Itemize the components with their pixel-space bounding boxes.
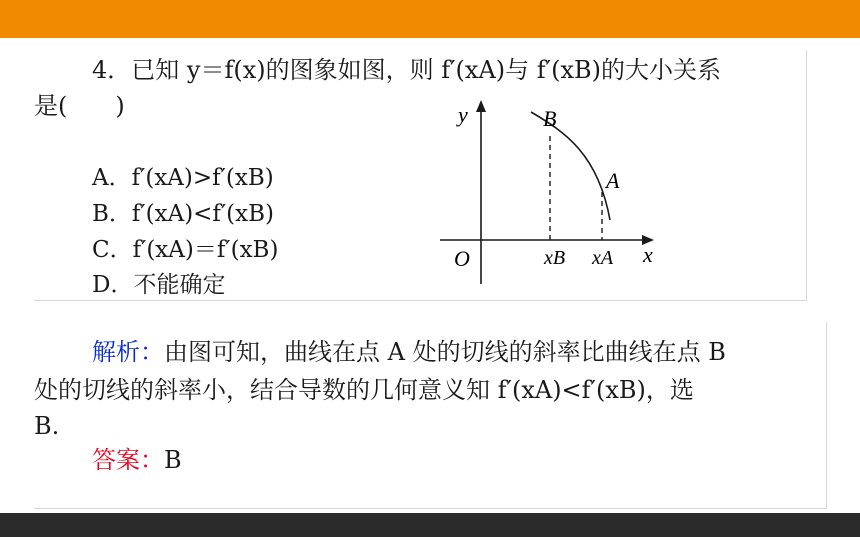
top-banner [0,0,860,38]
answer-value: B [164,446,182,474]
question-panel [34,50,807,301]
point-a-label: A [606,168,620,193]
tick-label-xb: xB [544,247,566,269]
bottom-bar [0,513,860,537]
solution-line-1 [92,336,726,368]
question-text-line-1: 4．已知 y＝f(x)的图象如图，则 f′(xA)与 f′(xB)的大小关系 [92,56,722,84]
point-b-label: B [543,106,557,131]
solution-label: 解析： [92,338,164,366]
option-d: D．不能确定 [92,272,226,298]
option-b: B．f′(xA)<f′(xB) [92,201,274,227]
answer-label: 答案： [92,446,164,474]
solution-panel [34,322,827,509]
option-c: C．f′(xA)＝f′(xB) [92,237,279,263]
y-axis-label: y [458,102,468,127]
answer-line [92,444,182,476]
solution-line-3: B. [34,412,60,440]
function-graph [430,92,660,288]
y-axis-arrow [476,100,486,112]
solution-line-2: 处的切线的斜率小，结合导数的几何意义知 f′(xA)<f′(xB)，选 [34,376,694,404]
tick-label-xa: xA [592,247,614,269]
question-text-line-2: 是( ) [34,92,125,120]
x-axis-label: x [643,242,653,267]
option-a: A．f′(xA)>f′(xB) [92,165,274,191]
solution-text-1: 由图可知，曲线在点 A 处的切线的斜率比曲线在点 B [164,338,726,366]
origin-label: O [454,246,470,271]
